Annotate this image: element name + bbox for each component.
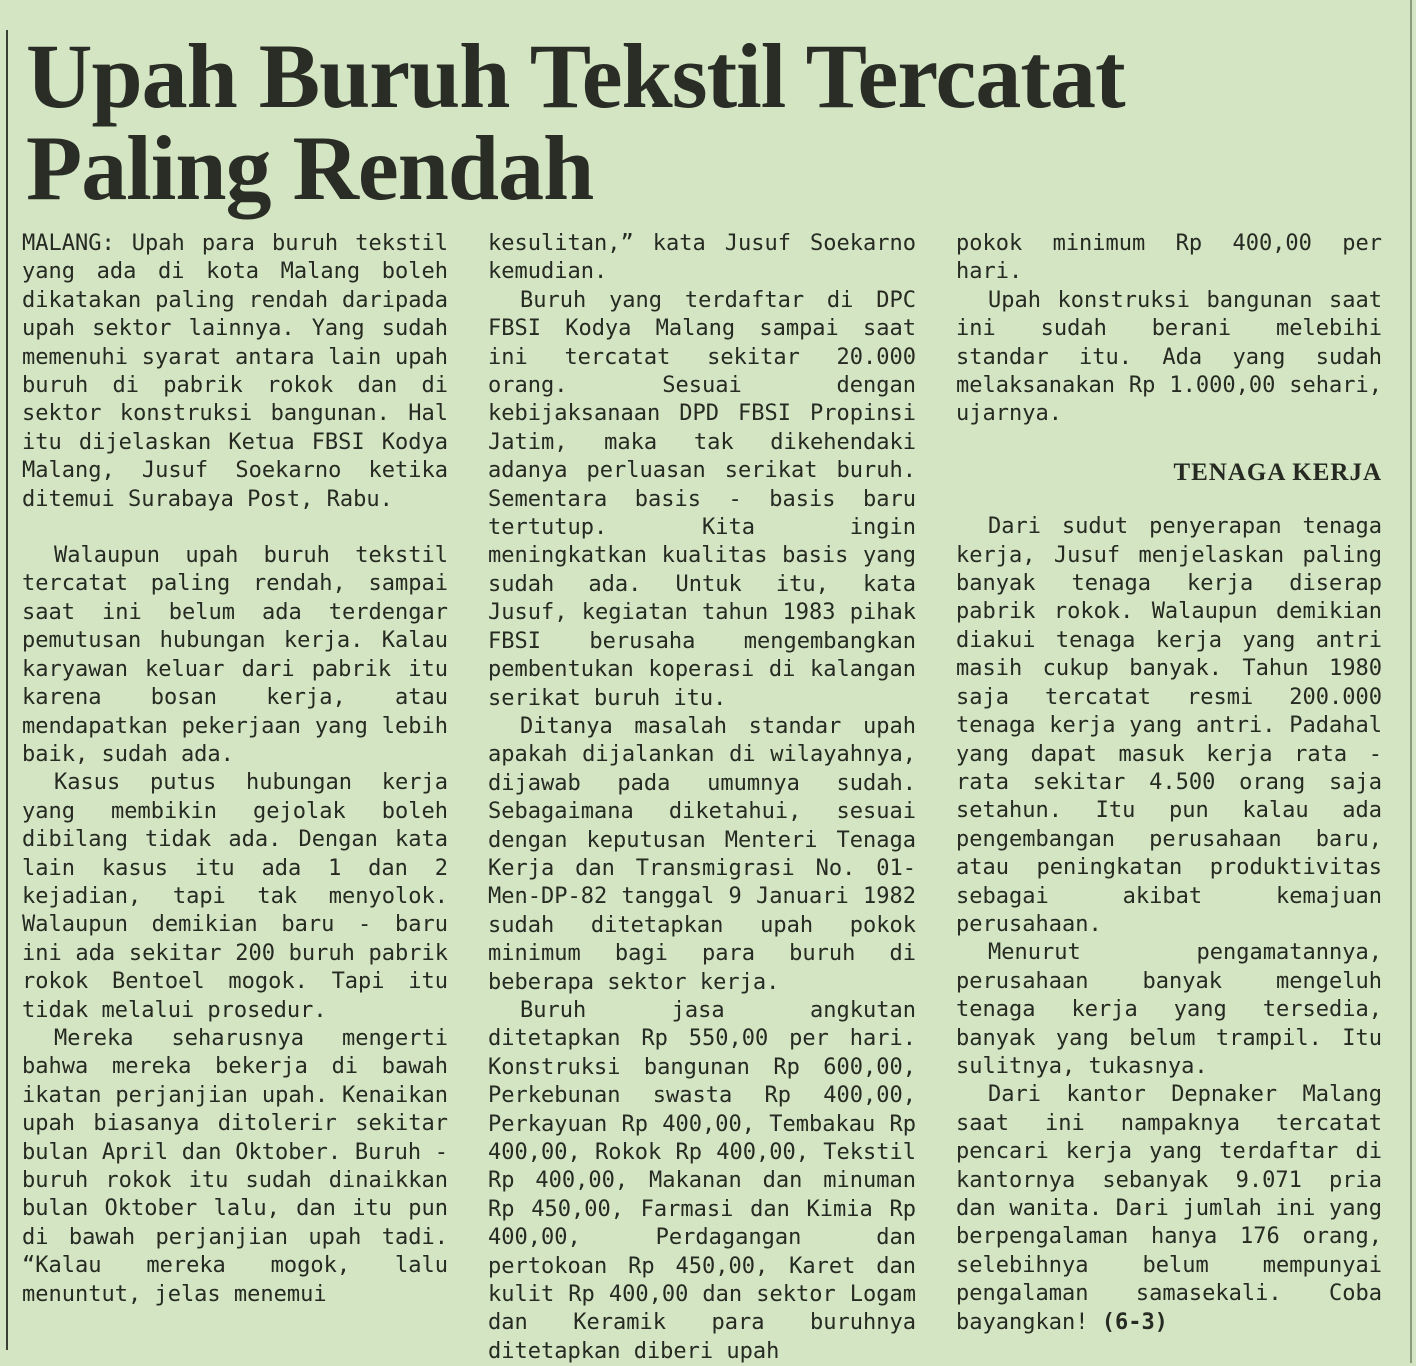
paragraph: Buruh jasa angkutan ditetapkan Rp 550,00 per hari. Konstruksi bangunan Rp 600,00, Perkebunan swasta Rp 400,00, Perkayuan Rp 400,00, Tembakau Rp 400,00, Rokok Rp 400,00, Tekstil Rp 400,00, Makanan dan minuman Rp 450,00, Farmasi dan Kimia Rp 400,00, Perdagangan dan pertokoan Rp 450,00, Karet dan kulit Rp 400,00 dan sektor Logam dan Keramik para buruhnya ditetapkan diberi upah xyxy=(488,997,916,1364)
section-subheading: TENAGA KERJA xyxy=(1173,458,1382,486)
headline xyxy=(26,25,1125,219)
article-column-2 xyxy=(488,230,916,1364)
paragraph: Dari sudut penyerapan tenaga kerja, Jusuf menjelaskan paling banyak tenaga kerja diserap pabrik rokok. Walaupun demikian diakui tenaga kerja yang antri masih cukup banyak. Tahun 1980 saja tercatat resmi 200.000 tenaga kerja yang antri. Padahal yang dapat masuk kerja rata - rata sekitar 4.500 orang saja setahun. Itu pun kalau ada pengembangan perusahaan baru, atau peningkatan produktivitas sebagai akibat kemajuan perusahaan. xyxy=(956,514,1382,937)
article-column-1 xyxy=(22,230,448,1350)
paragraph: Ditanya masalah standar upah apakah dijalankan di wilayahnya, dijawab pada umumnya sudah. Sebagaimana diketahui, sesuai dengan keputusan Menteri Tenaga Kerja dan Transmigrasi No. 01-Men-DP-82 tanggal 9 Januari 1982 sudah ditetapkan upah pokok minimum bagi para buruh di beberapa sektor kerja. xyxy=(488,713,916,995)
paragraph: MALANG: Upah para buruh tekstil yang ada di kota Malang boleh dikatakan paling rendah daripada upah sektor lainnya. Yang sudah memenuhi syarat antara lain upah buruh di pabrik rokok dan di sektor konstruksi bangunan. Hal itu dijelaskan Ketua FBSI Kodya Malang, Jusuf Soekarno ketika ditemui Surabaya Post, Rabu. xyxy=(22,231,448,512)
paragraph: kesulitan,” kata Jusuf Soekarno kemudian. xyxy=(488,231,916,285)
paragraph-text: Dari kantor Depnaker Malang saat ini nampaknya tercatat pencari kerja yang terdaftar di kantornya sebanyak 9.071 pria dan wanita. Dari jumlah ini yang berpengalaman hanya 176 orang, selebihnya belum mempunyai pengalaman samasekali. Coba bayangkan! xyxy=(956,1082,1382,1335)
article-signoff: (6-3) xyxy=(1101,1309,1168,1335)
paragraph: Walaupun upah buruh tekstil tercatat paling rendah, sampai saat ini belum ada terdengar pemutusan hubungan kerja. Kalau karyawan keluar dari pabrik itu karena bosan kerja, atau mendapatkan pekerjaan yang lebih baik, sudah ada. xyxy=(22,543,448,767)
paragraph-final xyxy=(956,1081,1382,1337)
paragraph: Buruh yang terdaftar di DPC FBSI Kodya Malang sampai saat ini tercatat sekitar 20.000 orang. Sesuai dengan kebijaksanaan DPD FBSI Propinsi Jatim, maka tak dikehendaki adanya perluasan serikat buruh. Sementara basis - basis baru tertutup. Kita ingin meningkatkan kualitas basis yang sudah ada. Untuk itu, kata Jusuf, kegiatan tahun 1983 pihak FBSI berusaha mengembangkan pembentukan koperasi di kalangan serikat buruh itu. xyxy=(488,287,916,711)
headline-line-2: Paling Rendah xyxy=(26,117,594,219)
paragraph: Kasus putus hubungan kerja yang membikin gejolak boleh dibilang tidak ada. Dengan kata lain kasus itu ada 1 dan 2 kejadian, tapi tak menyolok. Walaupun demikian baru - baru ini ada sekitar 200 buruh pabrik rokok Bentoel mogok. Tapi itu tidak melalui prosedur. xyxy=(22,770,448,1023)
article-column-3 xyxy=(956,230,1382,1350)
paragraph: Mereka seharusnya mengerti bahwa mereka bekerja di bawah ikatan perjanjian upah. Kenaikan upah biasanya ditolerir sekitar bulan April dan Oktober. Buruh - buruh rokok itu sudah dinaikkan bulan Oktober lalu, dan itu pun di bawah perjanjian upah tadi. “Kalau mereka mogok, lalu menuntut, jelas menemui xyxy=(22,1025,448,1307)
paragraph: Menurut pengamatannya, perusahaan banyak mengeluh tenaga kerja yang tersedia, banyak yang belum trampil. Itu sulitnya, tukasnya. xyxy=(956,940,1382,1079)
headline-line-1: Upah Buruh Tekstil Tercatat xyxy=(26,25,1125,127)
paragraph: Upah konstruksi bangunan saat ini sudah berani melebihi standar itu. Ada yang sudah melaksanakan Rp 1.000,00 sehari, ujarnya. xyxy=(956,287,1382,427)
paragraph: pokok minimum Rp 400,00 per hari. xyxy=(956,231,1382,285)
page-edge-rule xyxy=(1410,0,1412,1363)
column-rule-left xyxy=(6,30,8,1350)
